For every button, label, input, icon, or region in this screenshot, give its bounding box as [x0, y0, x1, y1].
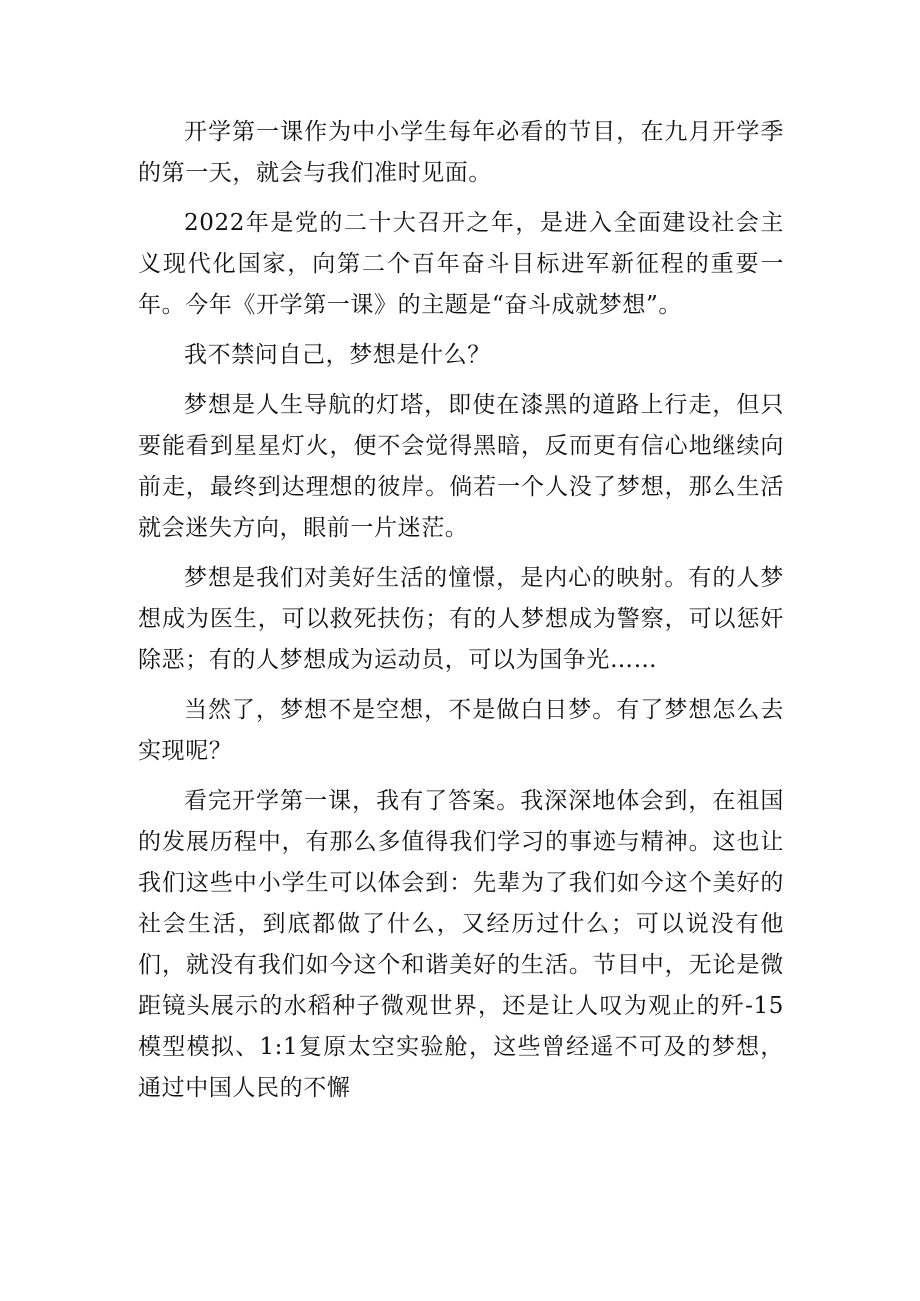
paragraph-2: 2022年是党的二十大召开之年，是进入全面建设社会主义现代化国家，向第二个百年奋斗目标进军新征程的重要一年。今年《开学第一课》的主题是“奋斗成就梦想”。	[138, 210, 784, 318]
paragraph-4: 梦想是人生导航的灯塔，即使在漆黑的道路上行走，但只要能看到星星灯火，便不会觉得黑暗，反而更有信心地继续向前走，最终到达理想的彼岸。倘若一个人没了梦想，那么生活就会迷失方向，眼前一片迷茫。	[138, 392, 784, 541]
paragraph-7: 看完开学第一课，我有了答案。我深深地体会到，在祖国的发展历程中，有那么多值得我们学习的事迹与精神。这也让我们这些中小学生可以体会到：先辈为了我们如今这个美好的社会生活，到底都做了什么，又经历过什么；可以说没有他们，就没有我们如今这个和谐美好的生活。节目中，无论是微距镜头展示的水稻种子微观世界，还是让人叹为观止的歼-15模型模拟、1:1复原太空实验舱，这些曾经遥不可及的梦想，通过中国人民的不懈	[138, 788, 784, 1101]
paragraph-6: 当然了，梦想不是空想，不是做白日梦。有了梦想怎么去实现呢？	[138, 697, 784, 764]
paragraph-3: 我不禁问自己，梦想是什么？	[184, 342, 491, 368]
document-body	[138, 112, 784, 1118]
paragraph-1: 开学第一课作为中小学生每年必看的节目，在九月开学季的第一天，就会与我们准时见面。	[138, 119, 784, 186]
paragraph-5: 梦想是我们对美好生活的憧憬，是内心的映射。有的人梦想成为医生，可以救死扶伤；有的人梦想成为警察，可以惩奸除恶；有的人梦想成为运动员，可以为国争光……	[138, 565, 784, 673]
